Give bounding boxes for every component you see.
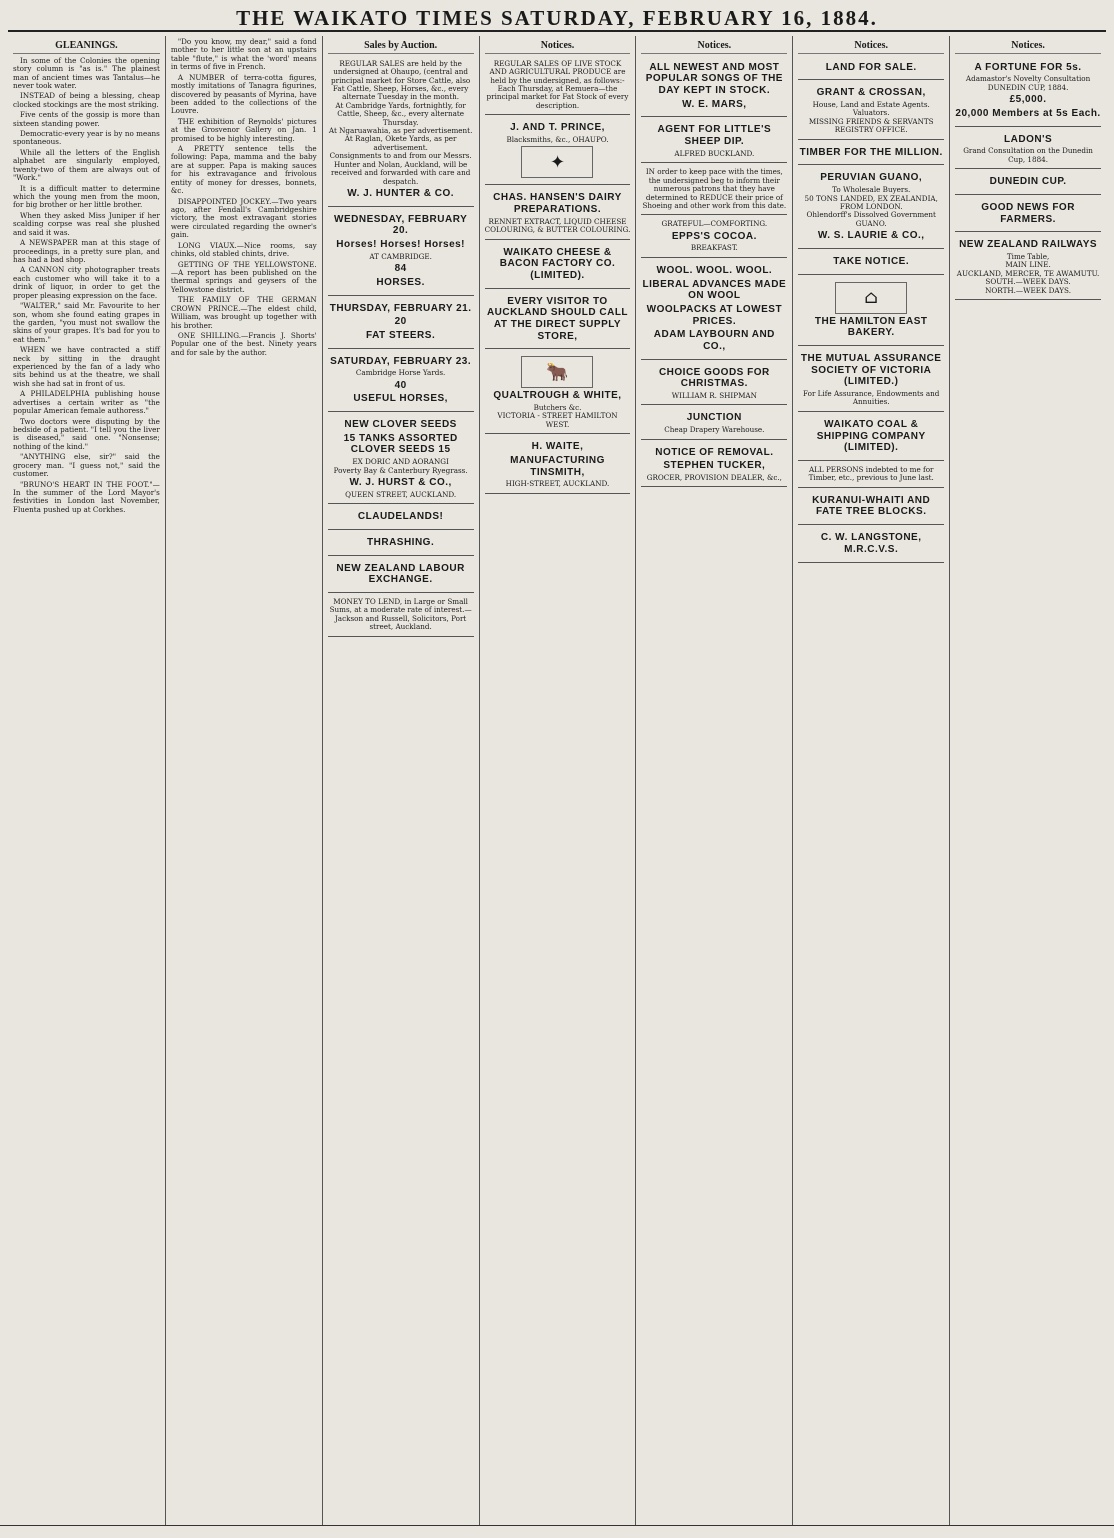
- ad-timber: [798, 142, 944, 166]
- ad-text: At Raglan, Okete Yards, as per advertisement.: [344, 134, 457, 152]
- ad-useful-horses: [328, 351, 474, 412]
- c1-paragraph: In some of the Colonies the opening story column is "as is." The plainest man of ancient times was Tantalus—he never took water.: [13, 55, 160, 90]
- ad-text: 50 TONS LANDED, EX ZEALANDIA, FROM LONDON.: [804, 193, 938, 211]
- c2-paragraph: DISAPPOINTED JOCKEY.—Two years ago, after Fendall's Cambridgeshire victory, the most extravagant stories were circulated regarding the owner's gain.: [170, 196, 317, 240]
- ad-subheading: DUNEDIN CUP, 1884.: [987, 82, 1069, 92]
- ad-heading: JUNCTION: [686, 412, 742, 424]
- ad-signature: ADAM LAYBOURN AND CO.,: [653, 329, 775, 352]
- ad-regular-sales: [328, 57, 474, 207]
- column-6-header: Notices.: [798, 40, 944, 54]
- c1-paragraph: "BRUNO'S HEART IN THE FOOT."—In the summer of the Lord Mayor's festivities in London last November, Fluenta pushed up at Corkhes.: [13, 479, 160, 514]
- c1-paragraph: A CANNON city photographer treats each customer who will take it to a drink of liquor, in order to get the proper pleasing expression on the face.: [13, 265, 160, 300]
- c2-paragraph: LONG VIAUX.—Nice rooms, say chinks, old stabled chints, drive.: [170, 240, 317, 259]
- ad-heading: EVERY VISITOR TO AUCKLAND SHOULD CALL AT THE DIRECT SUPPLY STORE,: [486, 295, 629, 342]
- column-1-text: [13, 57, 160, 515]
- ad-heading: NEW ZEALAND LABOUR EXCHANGE.: [336, 562, 465, 586]
- c2-paragraph: A PRETTY sentence tells the following: Papa, mamma and the baby are at supper. Papa is making sauces for his extravagance and frivolous entity of money for dresses, bonnets, &c.: [170, 144, 317, 196]
- c1-paragraph: "ANYTHING else, sir?" said the grocery man. "I guess not," said the customer.: [13, 452, 160, 479]
- ad-heading: LADON'S: [1004, 133, 1053, 145]
- c2-paragraph: GETTING OF THE YELLOWSTONE.—A report has been published on the thermal springs and geysers of the Yellowstone district.: [170, 259, 317, 294]
- ad-location: Cambridge Horse Yards.: [355, 368, 446, 378]
- ad-claudelands: [328, 506, 474, 530]
- ad-railways: [955, 234, 1101, 300]
- column-4-header: Notices.: [485, 40, 631, 54]
- ad-hansens: [485, 187, 631, 239]
- ad-waite: [485, 436, 631, 493]
- ad-epps: [641, 217, 787, 258]
- ad-heading: NEW ZEALAND RAILWAYS: [959, 239, 1098, 251]
- ad-heading: TAKE NOTICE.: [833, 255, 910, 267]
- ad-sheep-dip: [641, 119, 787, 163]
- ad-heading: QUALTROUGH & WHITE,: [493, 390, 622, 402]
- ad-signature: WILLIAM R. SHIPMAN: [671, 391, 757, 401]
- ad-subheading: GROCER, PROVISION DEALER, &c.,: [646, 472, 782, 482]
- c1-paragraph: Democratic-every year is by no means spontaneous.: [13, 129, 160, 147]
- ad-heading: CHOICE GOODS FOR CHRISTMAS.: [658, 366, 770, 390]
- c1-paragraph: A PHILADELPHIA publishing house advertises a certain writer as "the popular American female authoress.": [13, 389, 160, 416]
- ad-heading: FAT STEERS.: [366, 329, 436, 341]
- ad-heading: CLAUDELANDS!: [357, 511, 444, 523]
- ad-heading: THRASHING.: [367, 536, 435, 548]
- ad-horses: [328, 209, 474, 296]
- c2-paragraph: ONE SHILLING.—Francis J. Shorts' Popular one of the best. Ninety years and for sale by the author.: [170, 330, 317, 357]
- ad-text: Poverty Bay & Canterbury Ryegrass.: [333, 465, 468, 475]
- ad-subheading: Blacksmiths, &c., OHAUPO.: [506, 134, 609, 144]
- c1-paragraph: It is a difficult matter to determine which the young men from the moon, for big brother or her little brother.: [13, 183, 160, 210]
- ad-subheading: EX DORIC AND AORANGI: [352, 457, 449, 467]
- ad-number: 20: [394, 316, 407, 328]
- ad-date: THURSDAY, FEBRUARY 21.: [329, 302, 472, 314]
- ad-shoeing: [641, 165, 787, 215]
- ad-subheading: SOUTH.—WEEK DAYS.: [985, 277, 1071, 287]
- ad-signature: W. J. HURST & CO.,: [349, 477, 452, 489]
- c1-paragraph: A NEWSPAPER man at this stage of proceedings, in a pretty sure plan, and has had a bad shop.: [13, 238, 160, 264]
- ad-text: REGULAR SALES are held by the undersigned at Ohaupo, (central and principal market for Store Cattle, also Fat Cattle, Sheep, Horses, &c., every alternate Tuesday in the month.: [331, 58, 471, 102]
- ad-thrashing: [328, 532, 474, 556]
- ad-heading: WAIKATO CHEESE & BACON FACTORY CO. (LIMITED).: [499, 246, 616, 281]
- column-3: [322, 36, 479, 1526]
- ad-heading: CHAS. HANSEN'S DAIRY PREPARATIONS.: [493, 192, 622, 216]
- ad-subheading: NORTH.—WEEK DAYS.: [985, 285, 1072, 295]
- ad-text: IN order to keep pace with the times, the undersigned beg to inform their numerous patrons that they have determined to REDUCE their price of Shoeing and other work from this date.: [642, 167, 787, 210]
- c2-paragraph: A NUMBER of terra-cotta figures, mostly imitations of Tanagra figurines, discovered by peasants of Myrina, have been added to the collections of the Louvre.: [170, 72, 317, 116]
- c2-paragraph: THE exhibition of Reynolds' pictures at the Grosvenor Gallery on Jan. 1 promised to be highly interesting.: [170, 116, 317, 143]
- ad-signature: ALFRED BUCKLAND.: [674, 148, 755, 158]
- ad-address: HIGH-STREET, AUCKLAND.: [505, 479, 610, 489]
- ad-coal: [798, 414, 944, 461]
- ad-subheading: AUCKLAND, MERCER, TE AWAMUTU.: [956, 268, 1100, 278]
- ad-heading: GOOD NEWS FOR FARMERS.: [981, 201, 1075, 225]
- ad-text: At Ngaruawahia, as per advertisement.: [328, 126, 473, 136]
- ad-subheading: BREAKFAST.: [690, 243, 738, 253]
- ad-heading: 15 TANKS ASSORTED CLOVER SEEDS 15: [343, 432, 458, 456]
- ad-signature: W. S. LAURIE & CO.,: [817, 230, 925, 242]
- ad-subheading: Adamastor's Novelty Consultation: [965, 74, 1091, 84]
- ad-dunedin-cup: [955, 171, 1101, 195]
- c1-paragraph: When they asked Miss Juniper if her scalding corpse was real she plushed and said it was.: [13, 210, 160, 237]
- ad-subheading: RENNET EXTRACT, LIQUID CHEESE COLOURING, & BUTTER COLOURING.: [484, 216, 631, 235]
- ad-heading: KURANUI-WHAITI AND FATE TREE BLOCKS.: [812, 494, 931, 518]
- ad-land: [798, 57, 944, 81]
- column-7-header: Notices.: [955, 40, 1101, 54]
- masthead: THE WAIKATO TIMES SATURDAY, FEBRUARY 16, 1884.: [8, 6, 1106, 32]
- columns: [8, 36, 1106, 1526]
- ad-heading: WOOLPACKS AT LOWEST PRICES.: [646, 303, 783, 327]
- ad-text: ALL PERSONS indebted to me for Timber, etc., previous to June last.: [808, 464, 934, 483]
- ad-removal: [641, 442, 787, 488]
- ad-heading: A FORTUNE FOR 5s.: [974, 61, 1082, 73]
- column-5: [635, 36, 792, 1526]
- ad-take-notice: [798, 251, 944, 275]
- ad-location: AT CAMBRIDGE.: [369, 251, 432, 261]
- ad-prince: [485, 117, 631, 185]
- ad-subheading: Valuators.: [852, 108, 890, 118]
- ad-date: SATURDAY, FEBRUARY 23.: [330, 355, 472, 367]
- ad-subheading: Butchers &c.: [533, 403, 582, 413]
- ad-subheading: MAIN LINE.: [1005, 260, 1051, 270]
- ad-christmas: [641, 362, 787, 406]
- ad-subheading: Cheap Drapery Warehouse.: [664, 425, 765, 435]
- ad-number: 84: [394, 263, 407, 275]
- column-2: [165, 36, 322, 1526]
- ad-heading: GRANT & CROSSAN,: [816, 87, 926, 99]
- c1-paragraph: Five cents of the gossip is more than sixteen standing power.: [13, 110, 160, 128]
- ad-guano: [798, 167, 944, 248]
- ad-heading: THE MUTUAL ASSURANCE SOCIETY OF VICTORIA (LIMITED.): [800, 352, 942, 388]
- ad-grant: [798, 82, 944, 139]
- ad-heading: C. W. LANGSTONE, M.R.C.V.S.: [820, 532, 922, 555]
- ad-heading: TIMBER FOR THE MILLION.: [799, 146, 943, 158]
- ad-heading: Horses! Horses! Horses!: [336, 239, 466, 251]
- ad-heading: WOOL. WOOL. WOOL.: [656, 264, 773, 276]
- ad-prize: £5,000.: [1009, 94, 1047, 106]
- ad-waikato-cheese: [485, 242, 631, 289]
- ad-bakery: [798, 277, 944, 346]
- ad-fat-steers: [328, 298, 474, 349]
- trade-mark-image: ✦: [521, 146, 593, 178]
- ad-ladons: [955, 129, 1101, 170]
- ad-subheading: GRATEFUL—COMFORTING.: [661, 219, 768, 229]
- c1-paragraph: Two doctors were disputing by the bedside of a patient. "I tell you the liver is diseased," said one. "Nonsense; nothing of the kind.": [13, 416, 160, 451]
- ad-direct-supply: [485, 291, 631, 350]
- ad-number: 40: [394, 379, 407, 391]
- column-7: [949, 36, 1106, 1526]
- ad-heading: ALL NEWEST AND MOST POPULAR SONGS OF THE DAY KEPT IN STOCK.: [645, 61, 783, 97]
- ad-signature: W. J. HUNTER & CO.: [347, 188, 455, 200]
- ad-heading: AGENT FOR LITTLE'S SHEEP DIP.: [657, 124, 772, 148]
- ad-subheading: MISSING FRIENDS & SERVANTS REGISTRY OFFICE.: [808, 116, 934, 135]
- ad-live-stock: [485, 57, 631, 116]
- ad-heading: HORSES.: [376, 276, 425, 288]
- ad-clover-seeds: [328, 414, 474, 504]
- ad-wool: [641, 260, 787, 360]
- column-1: [8, 36, 165, 1526]
- column-4: [479, 36, 636, 1526]
- column-1-header: GLEANINGS.: [13, 40, 160, 54]
- ad-heading: NEW CLOVER SEEDS: [344, 419, 457, 431]
- ad-heading: LAND FOR SALE.: [825, 61, 917, 73]
- ad-subheading: MANUFACTURING TINSMITH,: [510, 455, 605, 478]
- c1-paragraph: WHEN we have contracted a stiff neck by sitting in the draught experienced by the fan of a lady who sits behind us at the theatre, we shall wish she had sat in front of us.: [13, 345, 160, 388]
- ad-heading: THE HAMILTON EAST BAKERY.: [814, 315, 928, 339]
- ad-subheading: For Life Assurance, Endowments and Annuities.: [803, 389, 940, 407]
- ad-heading: WAIKATO COAL & SHIPPING COMPANY (LIMITED).: [816, 418, 926, 454]
- ad-text: At Cambridge Yards, fortnightly, for Cattle, Sheep, &c., every alternate Thursday.: [335, 100, 466, 127]
- ad-text: Consignments to and from our Messrs. Hunter and Nolan, Auckland, will be received and forwarded with care and despatch.: [329, 151, 472, 186]
- ad-money: [328, 595, 474, 637]
- ad-labour: [328, 558, 474, 593]
- bakery-image: ⌂: [835, 282, 907, 314]
- column-3-header: Sales by Auction.: [328, 40, 474, 54]
- ad-signature: W. E. MARS,: [682, 98, 747, 110]
- c2-paragraph: THE FAMILY OF THE GERMAN CROWN PRINCE.—The eldest child, William, was brought up together with his brother.: [170, 295, 317, 330]
- ad-date: WEDNESDAY, FEBRUARY 20.: [334, 213, 468, 237]
- ad-text: Ohlendorff's Dissolved Government GUANO.: [806, 210, 936, 228]
- column-6: [792, 36, 949, 1526]
- c1-paragraph: "WALTER," said Mr. Favourite to her son, whom she found eating grapes in the garden, "you must not swallow the skins of your grapes. It's bad for you to eat them.": [13, 301, 160, 344]
- ad-heading: LIBERAL ADVANCES MADE ON WOOL: [642, 278, 787, 302]
- column-2-text: [171, 38, 317, 357]
- ad-signature: STEPHEN TUCKER,: [663, 460, 766, 472]
- ad-heading: DUNEDIN CUP.: [989, 176, 1067, 188]
- ad-subheading: Time Table,: [1006, 251, 1050, 261]
- ad-langstone: [798, 527, 944, 562]
- ad-subheading: House, Land and Estate Agents.: [812, 100, 930, 110]
- c2-paragraph: "Do you know, my dear," said a fond mother to her little son at an upstairs table "flute," is what the 'word' means in terms of five in French.: [170, 37, 317, 72]
- ad-kuranui: [798, 490, 944, 525]
- ad-subheading: To Wholesale Buyers.: [832, 185, 911, 195]
- column-5-header: Notices.: [641, 40, 787, 54]
- ad-songs: [641, 57, 787, 118]
- ad-subheading: Grand Consultation on the Dunedin Cup, 1884.: [963, 146, 1093, 164]
- ad-fortune: [955, 57, 1101, 127]
- ad-heading: EPPS'S COCOA.: [671, 230, 757, 242]
- ad-members: 20,000 Members at 5s Each.: [955, 107, 1101, 119]
- ad-heading: USEFUL HORSES,: [353, 393, 448, 405]
- c1-paragraph: While all the letters of the English alphabet are singularly employed, twenty-two of them are always out of "Work.": [13, 147, 160, 183]
- ad-text: MONEY TO LEND, in Large or Small Sums, at a moderate rate of interest.—Jackson and Russell, Solicitors, Port street, Auckland.: [329, 596, 472, 632]
- ad-persons: [798, 463, 944, 488]
- ad-butchers: [485, 351, 631, 434]
- ad-mutual: [798, 348, 944, 412]
- c1-paragraph: INSTEAD of being a blessing, cheap clocked stockings are the most striking.: [13, 91, 160, 109]
- ad-text: REGULAR SALES OF LIVE STOCK AND AGRICULTURAL PRODUCE are held by the undersigned, as follows:-: [489, 58, 626, 85]
- ad-heading: J. AND T. PRINCE,: [510, 122, 605, 134]
- ad-heading: NOTICE OF REMOVAL.: [655, 446, 774, 458]
- ad-text: Each Thursday, at Remuera—the principal market for Fat Stock of every description.: [486, 83, 629, 110]
- ad-heading: H. WAITE,: [531, 441, 584, 453]
- ad-junction: [641, 407, 787, 439]
- ad-address: VICTORIA - STREET HAMILTON WEST.: [497, 411, 618, 429]
- ad-heading: PERUVIAN GUANO,: [820, 172, 923, 184]
- bottom-rule: [0, 1525, 1114, 1538]
- ad-good-news: [955, 197, 1101, 232]
- ox-image: 🐂: [521, 356, 593, 388]
- ad-address: QUEEN STREET, AUCKLAND.: [345, 489, 457, 499]
